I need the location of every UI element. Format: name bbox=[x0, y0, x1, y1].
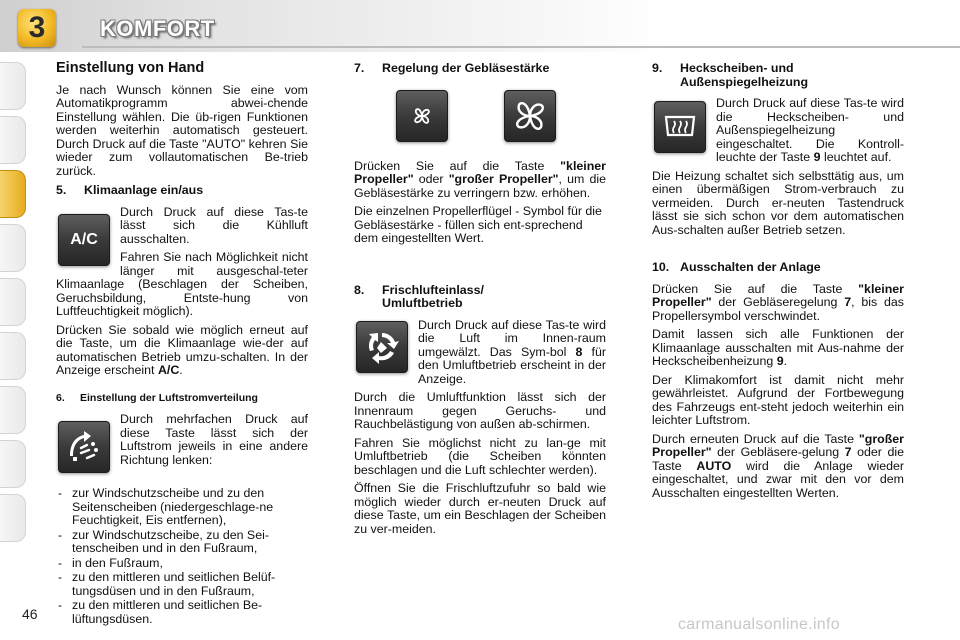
section-10-heading bbox=[652, 261, 904, 275]
bold-text: 9 bbox=[813, 150, 821, 164]
s10-paragraph-3: Der Klimakomfort ist damit nicht mehr gewährleistet. Aufgrund der Fortbewegung des Fahrzeugs ent-steht jedoch weiterhin ein leichter Luftstrom. bbox=[652, 372, 904, 427]
s10-paragraph-2 bbox=[652, 328, 904, 369]
chapter-tab-active[interactable] bbox=[0, 170, 26, 218]
chapter-badge: 3 bbox=[18, 9, 56, 47]
bold-text: 8 bbox=[575, 344, 583, 359]
text: Durch Druck auf diese Tas-te wird die Heckscheiben- und Außenspiegelheizung eingeschaltet. Die Kontroll-leuchte der Taste bbox=[716, 96, 904, 164]
air-direction-list bbox=[56, 487, 308, 626]
bold-text: "großer Propeller" bbox=[652, 431, 904, 459]
fan-icons-row bbox=[354, 90, 606, 154]
section-6-title: Einstellung der Luftstromverteilung bbox=[80, 391, 258, 404]
section-5-heading bbox=[56, 184, 308, 198]
text: , bis das Propellersymbol verschwindet. bbox=[652, 295, 904, 323]
chapter-title: KOMFORT bbox=[100, 16, 215, 41]
column-right bbox=[652, 62, 904, 505]
text: der Gebläsere-gelung bbox=[711, 445, 845, 459]
section-8-title-line2: Umluftbetrieb bbox=[382, 296, 463, 310]
text: . bbox=[179, 363, 183, 377]
section-title: Einstellung von Hand bbox=[56, 60, 205, 76]
section-number: 6. bbox=[56, 391, 65, 404]
s5-paragraph-1: Durch Druck auf diese Tas-te lässt sich die Kühlluft ausschalten. bbox=[120, 204, 308, 246]
s8-paragraph-3: Fahren Sie möglichst nicht zu lan-ge mit Umluftbetrieb (die Scheiben könnten beschlagen und die Luft schlechter werden). bbox=[354, 435, 606, 477]
section-number: 5. bbox=[56, 183, 67, 197]
chapter-tab[interactable] bbox=[0, 494, 26, 542]
ac-label: A/C bbox=[70, 230, 98, 248]
section-5-title: Klimaanlage ein/aus bbox=[84, 183, 204, 197]
bold-text: "großer Propeller" bbox=[448, 172, 559, 186]
s5-paragraph-3 bbox=[56, 324, 308, 378]
bold-text: "kleiner Propeller" bbox=[652, 281, 904, 309]
text: Drücken Sie auf die Taste bbox=[354, 158, 561, 173]
list-item: - zu den mittleren und seitlichen Belüf-tungsdüsen und in den Fußraum, bbox=[56, 571, 308, 598]
text: Durch Druck auf diese Tas-te wird die Luft im Innen-raum umgewälzt. Das Sym-bol bbox=[418, 317, 606, 359]
section-9-heading bbox=[652, 62, 904, 89]
text: . bbox=[783, 354, 788, 368]
text: der Gebläseregelung bbox=[711, 295, 845, 309]
list-item: - zur Windschutzscheibe, zu den Sei-tenscheiben und in den Fußraum, bbox=[56, 529, 308, 556]
text: Drücken Sie auf die Taste bbox=[652, 281, 859, 296]
list-item: - in den Fußraum, bbox=[56, 557, 308, 571]
section-10-title: Ausschalten der Anlage bbox=[680, 260, 821, 274]
chapter-tab[interactable] bbox=[0, 386, 26, 434]
s10-paragraph-1 bbox=[652, 283, 904, 324]
recirculation-icon bbox=[356, 321, 408, 373]
chapter-tab[interactable] bbox=[0, 116, 26, 164]
text: Damit lassen sich alle Funktionen der Klimaanlage ausschalten mit Aus-nahme der Heckscheibenheizung bbox=[652, 327, 904, 368]
text: oder bbox=[413, 172, 449, 186]
bold-text: AUTO bbox=[696, 458, 732, 473]
s6-paragraph-1: Durch mehrfachen Druck auf diese Taste lässt sich der Luftstrom jeweils in eine andere Richtung lenken: bbox=[120, 412, 308, 467]
chapter-tab[interactable] bbox=[0, 278, 26, 326]
list-item: - zur Windschutzscheibe und zu den Seitenscheiben (niedergeschlage-ne Feuchtigkeit, Eis entfernen), bbox=[56, 487, 308, 528]
column-middle bbox=[354, 62, 606, 541]
text: Drücken Sie sobald wie möglich erneut auf die Taste, um die Klimaanlage wie-der auf automatischen Betrieb umzu-schalten. In der Anzeige erscheint bbox=[56, 322, 308, 377]
bold-text: 7 bbox=[844, 445, 852, 459]
section-9-title-line2: Außenspiegelheizung bbox=[680, 74, 809, 89]
bold-text: 9 bbox=[776, 354, 784, 368]
s10-paragraph-4 bbox=[652, 433, 904, 501]
section-9-title-line1: Heckscheiben- und bbox=[680, 61, 794, 75]
section-8-title-line1: Frischlufteinlass/ bbox=[382, 282, 484, 297]
text: , um die Gebläsestärke zu verringern bzw. erhöhen. bbox=[354, 172, 607, 200]
section-number: 7. bbox=[354, 61, 365, 75]
text: Durch erneuten Druck auf die Taste bbox=[652, 431, 859, 446]
chapter-tab[interactable] bbox=[0, 62, 26, 110]
air-distribution-icon bbox=[58, 421, 110, 473]
text: oder die Taste bbox=[652, 445, 904, 473]
header-rule bbox=[82, 46, 960, 48]
bold-text: A/C bbox=[157, 363, 180, 377]
section-number: 10. bbox=[652, 260, 670, 274]
s8-paragraph-4: Öffnen Sie die Frischluftzufuhr so bald wie möglich wieder durch er-neuten Druck auf diese Taste, um ein Beschlagen der Scheiben zu ver-meiden. bbox=[354, 481, 606, 536]
s5-paragraph-2: Fahren Sie nach Möglichkeit nicht länger mit ausgeschal-teter Klimaanlage (Beschlagen der Scheiben, Geruchsbildung, Entste-hung von Luftfeuchtigkeit möglich). bbox=[56, 250, 308, 318]
chapter-tabs bbox=[0, 62, 30, 548]
text: leuchtet auf. bbox=[820, 150, 892, 164]
section-number: 8. bbox=[354, 282, 365, 297]
intro-paragraph: Je nach Wunsch können Sie eine vom Automatikprogramm abwei-chende Einstellung wählen. Die üb-rigen Funktionen werden weiterhin automatisch gesteuert. Durch Druck auf die Taste "AUTO" kehren Sie wieder zum vollautomatischen Be-trieb zurück. bbox=[56, 82, 308, 178]
bold-text: "kleiner Propeller" bbox=[354, 158, 606, 186]
small-fan-icon bbox=[396, 90, 448, 142]
s7-paragraph-2: Die einzelnen Propellerflügel - Symbol für die Gebläsestärke - füllen sich ent-sprechend dem eingestellten Wert. bbox=[354, 204, 602, 245]
text: wird die Anlage wieder eingeschaltet, und zwar mit den vor dem Ausschalten eingestellten Werten. bbox=[652, 458, 905, 500]
section-6-heading bbox=[56, 392, 308, 406]
ac-button-icon bbox=[58, 214, 110, 266]
large-fan-icon bbox=[504, 90, 556, 142]
rear-defrost-icon bbox=[654, 101, 706, 153]
bold-text: 7 bbox=[844, 295, 852, 309]
s7-paragraph-1 bbox=[354, 160, 606, 201]
chapter-tab[interactable] bbox=[0, 224, 26, 272]
page-number: 46 bbox=[22, 606, 38, 622]
section-7-title: Regelung der Gebläsestärke bbox=[382, 61, 550, 75]
list-item: - zu den mittleren und seitlichen Be-lüftungsdüsen. bbox=[56, 599, 308, 626]
s9-paragraph-2: Die Heizung schaltet sich selbsttätig aus, um einen übermäßigen Strom-verbrauch zu vermeiden. Durch er-neuten Tastendruck lässt sie sich schon vor dem automatischen Aus-schalten außer Betrieb setzen. bbox=[652, 168, 904, 237]
s8-paragraph-2: Durch die Umluftfunktion lässt sich der Innenraum gegen Geruchs- und Rauchbelästigung von außen ab-schirmen. bbox=[354, 390, 606, 431]
chapter-tab[interactable] bbox=[0, 332, 26, 380]
watermark: carmanualsonline.info bbox=[678, 616, 840, 633]
column-left bbox=[56, 62, 308, 627]
section-number: 9. bbox=[652, 61, 663, 75]
section-8-heading bbox=[354, 284, 606, 311]
chapter-tab[interactable] bbox=[0, 440, 26, 488]
text: für den Umluftbetrieb erscheint in der Anzeige. bbox=[418, 344, 606, 386]
section-7-heading bbox=[354, 62, 606, 76]
